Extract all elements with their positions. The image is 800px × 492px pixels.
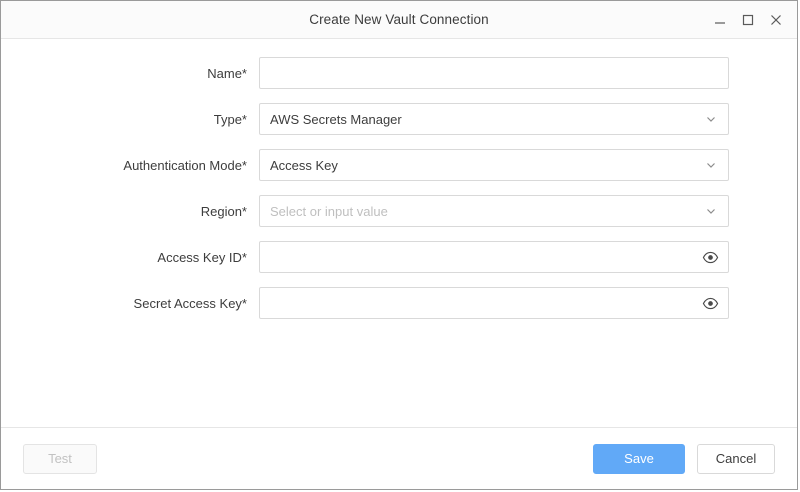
label-region: Region* — [200, 203, 247, 219]
title-bar — [1, 1, 797, 39]
eye-icon[interactable] — [701, 248, 719, 266]
label-access-key-id: Access Key ID* — [157, 249, 247, 265]
dialog-title: Create New Vault Connection — [309, 12, 489, 27]
type-select-value: AWS Secrets Manager — [270, 111, 402, 127]
form-row-access-key-id — [1, 241, 797, 273]
secret-access-key-input[interactable] — [270, 288, 718, 318]
form-row-region — [1, 195, 797, 227]
label-type: Type* — [213, 111, 247, 127]
window-controls — [707, 1, 789, 38]
region-select[interactable] — [259, 195, 729, 227]
region-select-placeholder: Select or input value — [270, 203, 388, 219]
label-authentication-mode: Authentication Mode* — [123, 157, 247, 173]
dialog-footer — [1, 427, 797, 489]
test-button[interactable]: Test — [23, 444, 97, 474]
chevron-down-icon — [704, 158, 718, 172]
secret-access-key-field[interactable] — [259, 287, 729, 319]
form-row-authentication-mode — [1, 149, 797, 181]
label-secret-access-key: Secret Access Key* — [133, 295, 247, 311]
footer-actions — [593, 444, 775, 474]
name-input[interactable] — [270, 58, 718, 88]
name-field[interactable] — [259, 57, 729, 89]
form-row-name — [1, 57, 797, 89]
access-key-id-field[interactable] — [259, 241, 729, 273]
form-row-secret-access-key — [1, 287, 797, 319]
close-icon[interactable] — [763, 7, 789, 33]
save-button[interactable]: Save — [593, 444, 685, 474]
eye-icon[interactable] — [701, 294, 719, 312]
maximize-icon[interactable] — [735, 7, 761, 33]
form-area — [1, 39, 797, 427]
chevron-down-icon — [704, 204, 718, 218]
authentication-mode-select[interactable] — [259, 149, 729, 181]
chevron-down-icon — [704, 112, 718, 126]
type-select[interactable] — [259, 103, 729, 135]
access-key-id-input[interactable] — [270, 242, 718, 272]
cancel-button[interactable]: Cancel — [697, 444, 775, 474]
authentication-mode-select-value: Access Key — [270, 157, 338, 173]
label-name: Name* — [207, 65, 247, 81]
form-row-type — [1, 103, 797, 135]
minimize-icon[interactable] — [707, 7, 733, 33]
